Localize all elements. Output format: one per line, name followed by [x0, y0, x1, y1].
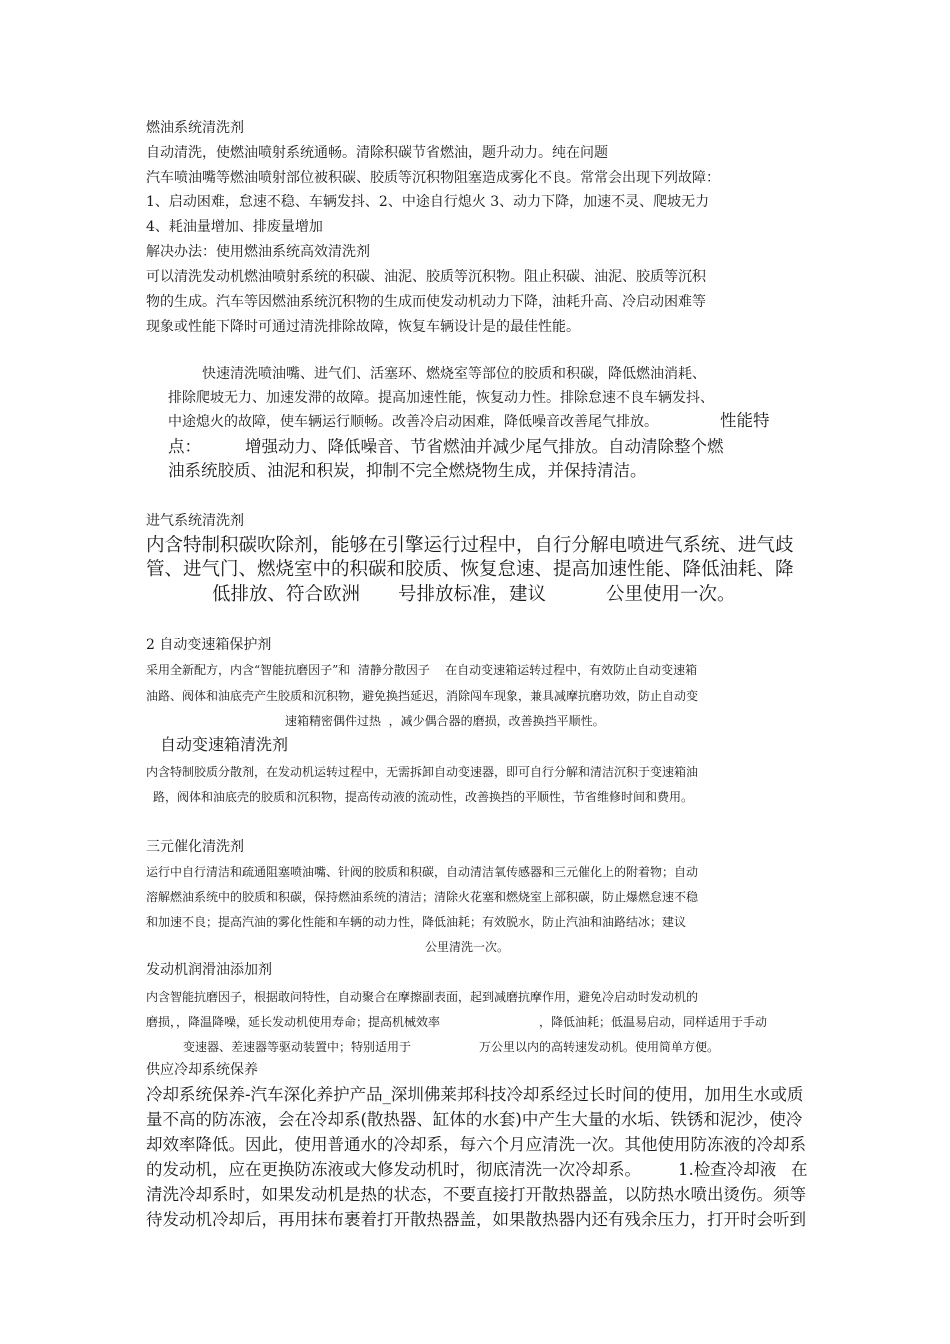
- lube-line-2b: ，降低油耗；低温易启动，同样适用于手动: [539, 1015, 768, 1029]
- cooling-line-5: 清洗冷却系时，如果发动机是热的状态，不要直接打开散热器盖，以防热水喷出烫伤。须等: [146, 1185, 806, 1204]
- trans-protect-heading: 2 自动变速箱保护剂: [146, 637, 272, 653]
- trans-protect-line-3: 速箱精密偶件过热 ，减少偶合器的磨损，改善换挡平顺性。: [285, 714, 605, 728]
- cooling-line-6: 待发动机冷却后，再用抹布裹着打开散热器盖，如果散热器内还有残余压力，打开时会听到: [146, 1210, 806, 1229]
- cooling-line-4a: 的发动机，应在更换防冻液或大修发动机时，彻底清洗一次冷却系。: [146, 1160, 641, 1179]
- fuel-solution: 解决办法：使用燃油系统高效清洗剂: [146, 244, 370, 260]
- fuel-line-4: 4、耗油量增加、排废量增加: [146, 219, 323, 235]
- trans-clean-line-2: 路，阀体和油底壳的胶质和沉积物，提高传动液的流动性，改善换挡的平顺性，节省维修时间和费用。: [153, 790, 694, 804]
- cooling-line-4b: 1.检查冷却液: [678, 1160, 777, 1179]
- catalyst-line-3: 和加速不良；提高汽油的雾化性能和车辆的动力性，降低油耗；有效脱水，防止汽油和油路结冰；建议: [146, 915, 687, 929]
- intake-line-3b: 号排放标准，建议: [398, 584, 547, 605]
- fuel-heading: 燃油系统清洗剂: [146, 120, 244, 136]
- catalyst-line-2: 溶解燃油系统中的胶质和积碳，保持燃油系统的清洁；清除火花塞和燃烧室上部积碳，防止爆燃怠速不稳: [146, 890, 699, 904]
- cooling-line-4c: 在: [791, 1160, 808, 1179]
- fuel-feature-1: 快速清洗喷油嘴、进气们、活塞环、燃烧室等部位的胶质和积碳，降低燃油消耗、: [202, 366, 706, 382]
- lube-line-3b: 万公里以内的高转速发动机。使用简单方便。: [479, 1040, 720, 1054]
- fuel-feature-4: 增强动力、降低噪音、节省燃油并减少尾气排放。自动清除整个燃: [245, 437, 724, 456]
- cooling-line-3: 却效率降低。因此，使用普通水的冷却系，每六个月应清洗一次。其他使用防冻液的冷却系: [146, 1135, 806, 1154]
- intake-line-3c: 公里使用一次。: [606, 584, 736, 605]
- intake-line-2: 管、进气门、燃烧室中的积碳和胶质、恢复怠速、提高加速性能、降低油耗、降: [146, 559, 794, 580]
- intake-line-1: 内含特制积碳吹除剂，能够在引擎运行过程中，自行分解电喷进气系统、进气歧: [146, 535, 794, 556]
- intake-heading: 进气系统清洗剂: [146, 513, 244, 529]
- cooling-line-1: 冷却系统保养-汽车深化养护产品_深圳佛莱邦科技冷却系经过长时间的使用，加用生水或质: [146, 1085, 804, 1104]
- catalyst-line-1: 运行中自行清洁和疏通阻塞喷油嘴、针阀的胶质和积碳，自动清洁氧传感器和三元催化上的附着物；自动: [146, 865, 699, 879]
- fuel-line-3: 1、启动困难，怠速不稳、车辆发抖、2、中途自行熄火 3、动力下降，加速不灵、爬坡无力: [146, 194, 710, 210]
- lube-heading: 发动机润滑油添加剂: [146, 962, 272, 978]
- fuel-desc-2: 物的生成。汽车等因燃油系统沉积物的生成而使发动机动力下降，油耗升高、冷启动困难等: [146, 294, 706, 310]
- intake-line-3a: 低排放、符合欧洲: [212, 584, 361, 605]
- cooling-heading: 供应冷却系统保养: [146, 1062, 258, 1078]
- lube-line-1: 内含智能抗磨因子，根据敢问特性，自动聚合在摩擦副表面，起到减磨抗摩作用，避免冷启动时发动机的: [146, 990, 699, 1004]
- fuel-desc-1: 可以清洗发动机燃油喷射系统的积碳、油泥、胶质等沉积物。阻止积碳、油泥、胶质等沉积: [146, 269, 706, 285]
- trans-clean-heading: 自动变速箱清洗剂: [160, 735, 289, 754]
- trans-clean-line-1: 内含特制胶质分散剂，在发动机运转过程中，无需拆卸自动变速器，即可自行分解和清洁沉积于变速箱油: [146, 765, 699, 779]
- lube-line-2a: 磨损，，降温降噪，延长发动机使用寿命；提高机械效率: [146, 1015, 441, 1029]
- fuel-feature-2: 排除爬坡无力、加速发滞的故障。提高加速性能，恢复动力性。排除怠速不良车辆发抖、: [168, 390, 714, 406]
- trans-protect-line-2: 油路、阀体和油底壳产生胶质和沉积物，避免换挡延迟，消除闯车现象，兼具减摩抗磨功效，防止自动变: [146, 689, 699, 703]
- fuel-line-2: 汽车喷油嘴等燃油喷射部位被积碳、胶质等沉积物阻塞造成雾化不良。常常会出现下列故障：: [146, 170, 720, 186]
- fuel-desc-3: 现象或性能下降时可通过清洗排除故障，恢复车辆设计是的最佳性能。: [146, 319, 580, 335]
- catalyst-heading: 三元催化清洗剂: [146, 839, 244, 855]
- fuel-line-1: 自动清洗，使燃油喷射系统通畅。清除积碳节省燃油，题升动力。纯在问题: [146, 145, 608, 161]
- fuel-feature-label: 性能特: [720, 411, 770, 430]
- lube-line-3a: 变速器、差速器等驱动装置中；特别适用于: [183, 1040, 412, 1054]
- fuel-feature-5: 油系统胶质、油泥和积炭，抑制不完全燃烧物生成，并保持清洁。: [168, 461, 647, 480]
- fuel-feature-3: 中途熄火的故障，使车辆运行顺畅。改善冷启动困难，降低噪音改善尾气排放。: [168, 414, 658, 430]
- fuel-feature-label-2: 点：: [168, 437, 201, 456]
- catalyst-line-4: 公里清洗一次。: [425, 940, 510, 954]
- cooling-line-2: 量不高的防冻液，会在冷却系(散热器、缸体的水套)中产生大量的水垢、铁锈和泥沙，使冷: [146, 1110, 803, 1129]
- trans-protect-line-1: 采用全新配方，内含“智能抗磨因子”和 清静分散因子 在自动变速箱运转过程中，有效防止自动变速箱: [146, 663, 698, 677]
